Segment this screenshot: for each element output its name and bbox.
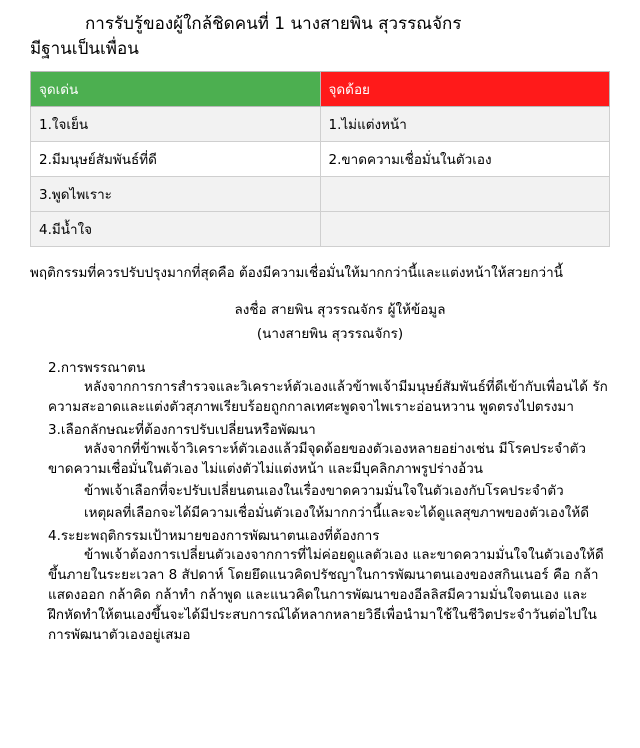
cell-strength: 2.มีมนุษย์สัมพันธ์ที่ดี — [31, 142, 321, 177]
section-heading-4: 4.ระยะพฤติกรรมเป้าหมายของการพัฒนาตนเองที่ต้องการ — [48, 527, 380, 544]
cell-weakness: 1.ไม่แต่งหน้า — [320, 107, 610, 142]
page-title — [30, 12, 610, 61]
column-header-strengths: จุดเด่น — [31, 72, 321, 107]
section-3-paragraph-2: ข้าพเจ้าเลือกที่จะปรับเปลี่ยนตนเองในเรื่องขาดความมั่นใจในตัวเองกับโรคประจำตัว — [84, 482, 564, 499]
table-row — [31, 177, 610, 212]
section-heading-2: 2.การพรรณาตน — [48, 359, 146, 376]
summary-paragraph: พฤติกรรมที่ควรปรับปรุงมากที่สุดคือ ต้องมีความเชื่อมั่นให้มากกว่านี้และแต่งหน้าให้สวยกว่านี้ — [30, 265, 563, 282]
signature-name: (นางสายพิน สุวรรณจักร) — [256, 325, 404, 342]
cell-strength: 1.ใจเย็น — [31, 107, 321, 142]
section-3-paragraph-1: หลังจากที่ข้าพเจ้าวิเคราะห์ตัวเองแล้วมีจุดด้อยของตัวเองหลายอย่างเช่น มีโรคประจำตัว ขาดความเชื่อมั่นในตัวเอง ไม่แต่งตัวไม่แต่งหน้า และมีบุคลิกภาพรูปร่างอ้วน — [48, 440, 587, 477]
table-head — [31, 72, 610, 107]
table-body — [31, 107, 610, 247]
table-row — [31, 212, 610, 247]
section-3-paragraph-3: เหตุผลที่เลือกจะได้มีความเชื่อมั่นตัวเองให้มากกว่านี้และจะได้ดูแลสุขภาพของตัวเองให้ดี — [84, 504, 589, 521]
cell-weakness: 2.ขาดความเชื่อมั่นในตัวเอง — [320, 142, 610, 177]
page-title-line2: มีฐานเป็นเพื่อน — [30, 38, 139, 59]
table-row — [31, 142, 610, 177]
column-header-weaknesses: จุดด้อย — [320, 72, 610, 107]
page-title-line1: การรับรู้ของผู้ใกล้ชิดคนที่ 1 นางสายพิน สุวรรณจักร — [85, 14, 462, 34]
table-header-row — [31, 72, 610, 107]
section-2-paragraph-1: หลังจากการการสำรวจและวิเคราะห์ตัวเองแล้วข้าพเจ้ามีมนุษย์สัมพันธ์ที่ดีเข้ากับเพื่อนได้ รักความสะอาดและแต่งตัวสุภาพเรียบร้อยถูกกาลเทศะพูดจาไพเราะอ่อนหวาน พูดตรงไปตรงมา — [48, 378, 608, 415]
section-heading-3: 3.เลือกลักษณะที่ต้องการปรับเปลี่ยนหรือพัฒนา — [48, 421, 316, 438]
cell-weakness — [320, 177, 610, 212]
cell-strength: 4.มีน้ำใจ — [31, 212, 321, 247]
signature-line: ลงชื่อ สายพิน สุวรรณจักร ผู้ให้ข้อมูล — [234, 301, 446, 318]
section-4-paragraph-1: ข้าพเจ้าต้องการเปลี่ยนตัวเองจากการที่ไม่ค่อยดูแลตัวเอง และขาดความมั่นใจในตัวเองให้ดีขึ้นภายในระยะเวลา 8 สัปดาห์ โดยยึดแนวคิดปรัชญาในการพัฒนาตนเองของสกินเนอร์ คือ กล้าแสดงออก กล้าคิด กล้าทำ กล้าพูด และแนวคิดในการพัฒนาของอีลลิสมีความมั่นใจตนเอง และฝึกหัดทำให้ตนเองขึ้นจะได้มีประสบการณ์ได้หลากหลายวิธีเพื่อนำมาใช้ในชีวิตประจำวันต่อไปในการพัฒนาตัวเองอยู่เสมอ — [48, 547, 604, 643]
strengths-weaknesses-table — [30, 71, 610, 247]
table-row — [31, 107, 610, 142]
cell-weakness — [320, 212, 610, 247]
cell-strength: 3.พูดไพเราะ — [31, 177, 321, 212]
